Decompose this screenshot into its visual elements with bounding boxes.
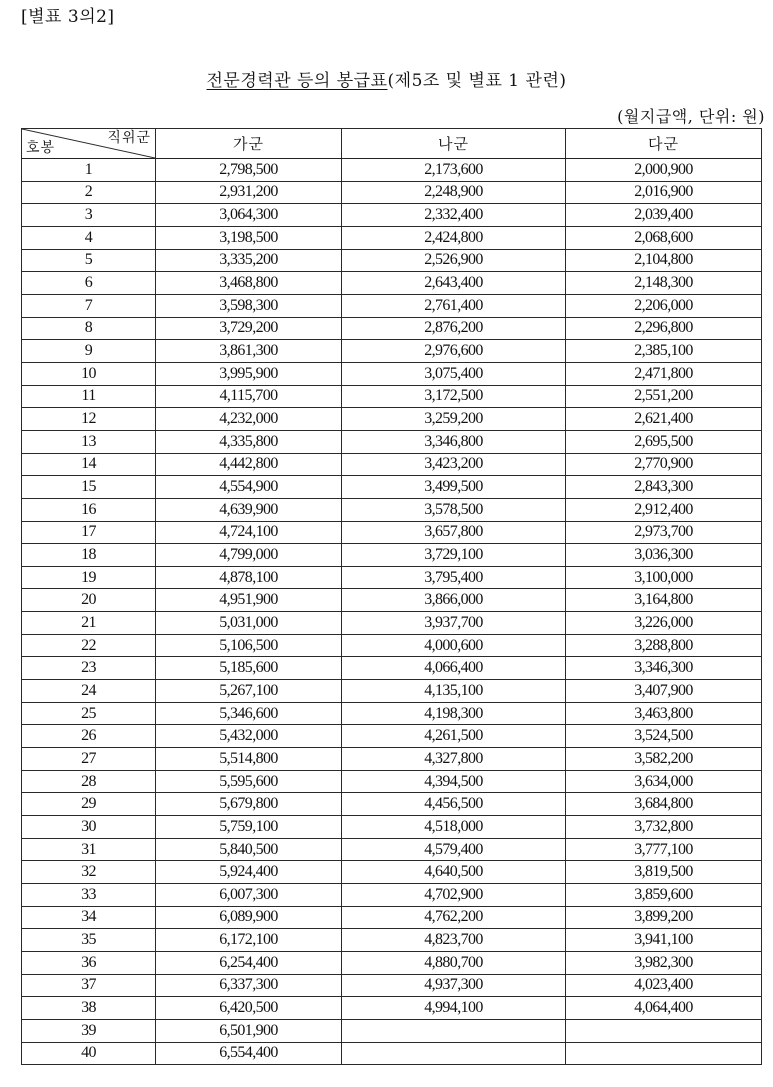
salary-cell: 2,016,900 [566, 181, 762, 204]
salary-cell: 2,104,800 [566, 249, 762, 272]
step-cell: 24 [22, 680, 156, 703]
table-row [22, 634, 762, 657]
salary-cell: 4,579,400 [342, 838, 566, 861]
salary-cell: 2,912,400 [566, 498, 762, 521]
step-cell: 23 [22, 657, 156, 680]
salary-cell: 2,068,600 [566, 226, 762, 249]
step-cell: 27 [22, 748, 156, 771]
table-row [22, 204, 762, 227]
salary-cell: 4,023,400 [566, 974, 762, 997]
salary-cell: 4,232,000 [156, 408, 342, 431]
table-row [22, 566, 762, 589]
table-row [22, 385, 762, 408]
salary-cell: 2,206,000 [566, 294, 762, 317]
table-row [22, 430, 762, 453]
table-row [22, 816, 762, 839]
salary-cell: 3,819,500 [566, 861, 762, 884]
salary-cell: 5,185,600 [156, 657, 342, 680]
table-row [22, 589, 762, 612]
salary-cell: 2,876,200 [342, 317, 566, 340]
column-header: 다군 [566, 129, 762, 159]
step-cell: 8 [22, 317, 156, 340]
salary-cell: 4,554,900 [156, 476, 342, 499]
step-cell: 3 [22, 204, 156, 227]
salary-cell: 2,385,100 [566, 340, 762, 363]
salary-cell: 3,423,200 [342, 453, 566, 476]
salary-cell: 3,729,100 [342, 544, 566, 567]
salary-cell: 2,643,400 [342, 272, 566, 295]
salary-cell: 4,823,700 [342, 929, 566, 952]
step-cell: 4 [22, 226, 156, 249]
salary-cell: 3,899,200 [566, 906, 762, 929]
table-row [22, 226, 762, 249]
salary-cell: 5,346,600 [156, 702, 342, 725]
title-main: 전문경력관 등의 봉급표 [206, 71, 388, 91]
document-title [0, 66, 773, 91]
table-row [22, 838, 762, 861]
step-cell: 18 [22, 544, 156, 567]
corner-column-label: 직위군 [107, 130, 151, 146]
salary-cell: 4,951,900 [156, 589, 342, 612]
step-cell: 28 [22, 770, 156, 793]
salary-cell: 3,407,900 [566, 680, 762, 703]
salary-cell: 4,198,300 [342, 702, 566, 725]
salary-cell: 3,598,300 [156, 294, 342, 317]
annex-tag: [별표 3의2] [21, 7, 115, 27]
salary-cell: 3,468,800 [156, 272, 342, 295]
table-row [22, 951, 762, 974]
salary-cell: 4,394,500 [342, 770, 566, 793]
unit-note: (월지급액, 단위: 원) [617, 107, 765, 126]
table-row [22, 906, 762, 929]
table-row [22, 521, 762, 544]
salary-cell: 3,982,300 [566, 951, 762, 974]
step-cell: 36 [22, 951, 156, 974]
column-header: 나군 [342, 129, 566, 159]
salary-cell: 3,777,100 [566, 838, 762, 861]
salary-cell: 4,994,100 [342, 997, 566, 1020]
salary-cell: 6,337,300 [156, 974, 342, 997]
step-cell: 33 [22, 884, 156, 907]
table-row [22, 317, 762, 340]
step-cell: 15 [22, 476, 156, 499]
salary-cell: 4,762,200 [342, 906, 566, 929]
salary-cell: 2,973,700 [566, 521, 762, 544]
salary-cell: 2,976,600 [342, 340, 566, 363]
salary-cell: 4,518,000 [342, 816, 566, 839]
salary-cell: 3,995,900 [156, 362, 342, 385]
step-cell: 9 [22, 340, 156, 363]
table-row [22, 498, 762, 521]
step-cell: 14 [22, 453, 156, 476]
salary-cell: 4,937,300 [342, 974, 566, 997]
salary-cell: 3,732,800 [566, 816, 762, 839]
step-cell: 29 [22, 793, 156, 816]
table-row [22, 861, 762, 884]
table-row [22, 159, 762, 182]
column-header: 가군 [156, 129, 342, 159]
table-row [22, 408, 762, 431]
salary-cell: 2,761,400 [342, 294, 566, 317]
salary-cell: 3,036,300 [566, 544, 762, 567]
step-cell: 10 [22, 362, 156, 385]
salary-cell: 3,859,600 [566, 884, 762, 907]
salary-cell: 3,164,800 [566, 589, 762, 612]
salary-cell: 2,296,800 [566, 317, 762, 340]
table-row [22, 612, 762, 635]
salary-cell: 5,595,600 [156, 770, 342, 793]
step-cell: 32 [22, 861, 156, 884]
salary-cell: 2,173,600 [342, 159, 566, 182]
salary-cell: 4,724,100 [156, 521, 342, 544]
salary-cell: 3,288,800 [566, 634, 762, 657]
salary-cell: 5,924,400 [156, 861, 342, 884]
salary-cell: 3,524,500 [566, 725, 762, 748]
table-row [22, 748, 762, 771]
salary-cell: 4,880,700 [342, 951, 566, 974]
salary-cell [566, 1019, 762, 1042]
salary-cell: 3,346,300 [566, 657, 762, 680]
step-cell: 25 [22, 702, 156, 725]
salary-cell [566, 1042, 762, 1065]
table-row [22, 770, 762, 793]
salary-cell: 3,346,800 [342, 430, 566, 453]
table-row [22, 544, 762, 567]
salary-cell: 3,657,800 [342, 521, 566, 544]
step-cell: 7 [22, 294, 156, 317]
salary-cell: 6,007,300 [156, 884, 342, 907]
salary-cell: 2,000,900 [566, 159, 762, 182]
step-cell: 40 [22, 1042, 156, 1065]
table-row [22, 362, 762, 385]
salary-cell: 4,064,400 [566, 997, 762, 1020]
step-cell: 12 [22, 408, 156, 431]
salary-cell: 4,066,400 [342, 657, 566, 680]
salary-cell: 3,075,400 [342, 362, 566, 385]
salary-cell: 4,639,900 [156, 498, 342, 521]
step-cell: 35 [22, 929, 156, 952]
table-row [22, 340, 762, 363]
salary-cell: 5,759,100 [156, 816, 342, 839]
table-row [22, 702, 762, 725]
salary-cell: 5,514,800 [156, 748, 342, 771]
step-cell: 31 [22, 838, 156, 861]
salary-cell: 2,695,500 [566, 430, 762, 453]
salary-cell: 2,332,400 [342, 204, 566, 227]
salary-cell: 5,840,500 [156, 838, 342, 861]
table-row [22, 974, 762, 997]
salary-cell: 4,702,900 [342, 884, 566, 907]
salary-cell: 2,931,200 [156, 181, 342, 204]
salary-cell: 3,064,300 [156, 204, 342, 227]
salary-cell: 2,798,500 [156, 159, 342, 182]
table-row [22, 476, 762, 499]
step-cell: 37 [22, 974, 156, 997]
step-cell: 22 [22, 634, 156, 657]
salary-cell: 5,106,500 [156, 634, 342, 657]
salary-cell: 3,172,500 [342, 385, 566, 408]
corner-row-label: 호봉 [26, 140, 56, 156]
step-cell: 1 [22, 159, 156, 182]
step-cell: 17 [22, 521, 156, 544]
salary-cell: 2,471,800 [566, 362, 762, 385]
step-cell: 5 [22, 249, 156, 272]
salary-cell: 5,679,800 [156, 793, 342, 816]
table-row [22, 793, 762, 816]
salary-cell: 3,578,500 [342, 498, 566, 521]
salary-cell: 5,267,100 [156, 680, 342, 703]
table-row [22, 929, 762, 952]
table-row [22, 680, 762, 703]
salary-cell: 4,335,800 [156, 430, 342, 453]
salary-cell: 5,432,000 [156, 725, 342, 748]
step-cell: 13 [22, 430, 156, 453]
salary-cell: 5,031,000 [156, 612, 342, 635]
table-row [22, 997, 762, 1020]
corner-header-cell [22, 129, 156, 159]
salary-table [21, 128, 762, 1065]
salary-cell: 3,198,500 [156, 226, 342, 249]
salary-cell: 4,456,500 [342, 793, 566, 816]
table-body [22, 159, 762, 1065]
salary-cell: 2,621,400 [566, 408, 762, 431]
table-row [22, 272, 762, 295]
table-row [22, 1019, 762, 1042]
table-row [22, 1042, 762, 1065]
salary-cell: 3,259,200 [342, 408, 566, 431]
step-cell: 16 [22, 498, 156, 521]
salary-cell: 2,843,300 [566, 476, 762, 499]
salary-cell: 6,172,100 [156, 929, 342, 952]
salary-cell: 4,799,000 [156, 544, 342, 567]
salary-cell: 3,941,100 [566, 929, 762, 952]
salary-cell: 2,424,800 [342, 226, 566, 249]
salary-cell: 2,248,900 [342, 181, 566, 204]
salary-cell: 3,795,400 [342, 566, 566, 589]
salary-cell: 6,254,400 [156, 951, 342, 974]
salary-cell: 3,226,000 [566, 612, 762, 635]
table-header-row [22, 129, 762, 159]
table-row [22, 249, 762, 272]
salary-cell: 3,729,200 [156, 317, 342, 340]
salary-cell: 3,582,200 [566, 748, 762, 771]
table-row [22, 181, 762, 204]
salary-cell: 3,866,000 [342, 589, 566, 612]
salary-cell: 4,261,500 [342, 725, 566, 748]
step-cell: 30 [22, 816, 156, 839]
step-cell: 21 [22, 612, 156, 635]
salary-cell: 3,684,800 [566, 793, 762, 816]
salary-cell: 4,442,800 [156, 453, 342, 476]
step-cell: 38 [22, 997, 156, 1020]
table-row [22, 453, 762, 476]
table-row [22, 725, 762, 748]
step-cell: 19 [22, 566, 156, 589]
salary-cell [342, 1042, 566, 1065]
table-row [22, 657, 762, 680]
salary-cell: 4,000,600 [342, 634, 566, 657]
salary-cell: 3,335,200 [156, 249, 342, 272]
salary-cell: 4,115,700 [156, 385, 342, 408]
step-cell: 11 [22, 385, 156, 408]
step-cell: 39 [22, 1019, 156, 1042]
salary-cell: 3,861,300 [156, 340, 342, 363]
salary-cell: 6,089,900 [156, 906, 342, 929]
step-cell: 2 [22, 181, 156, 204]
salary-cell: 4,327,800 [342, 748, 566, 771]
step-cell: 34 [22, 906, 156, 929]
salary-cell: 3,937,700 [342, 612, 566, 635]
salary-cell: 2,526,900 [342, 249, 566, 272]
salary-cell: 6,554,400 [156, 1042, 342, 1065]
salary-cell: 2,039,400 [566, 204, 762, 227]
salary-cell: 3,100,000 [566, 566, 762, 589]
salary-cell: 3,634,000 [566, 770, 762, 793]
salary-cell: 2,551,200 [566, 385, 762, 408]
step-cell: 20 [22, 589, 156, 612]
table-row [22, 294, 762, 317]
salary-cell: 6,501,900 [156, 1019, 342, 1042]
salary-cell: 3,499,500 [342, 476, 566, 499]
table-row [22, 884, 762, 907]
step-cell: 6 [22, 272, 156, 295]
step-cell: 26 [22, 725, 156, 748]
salary-cell: 4,135,100 [342, 680, 566, 703]
salary-cell [342, 1019, 566, 1042]
title-reference: (제5조 및 별표 1 관련) [387, 71, 567, 91]
salary-cell: 4,878,100 [156, 566, 342, 589]
salary-cell: 6,420,500 [156, 997, 342, 1020]
salary-cell: 4,640,500 [342, 861, 566, 884]
salary-cell: 2,770,900 [566, 453, 762, 476]
salary-cell: 3,463,800 [566, 702, 762, 725]
salary-cell: 2,148,300 [566, 272, 762, 295]
